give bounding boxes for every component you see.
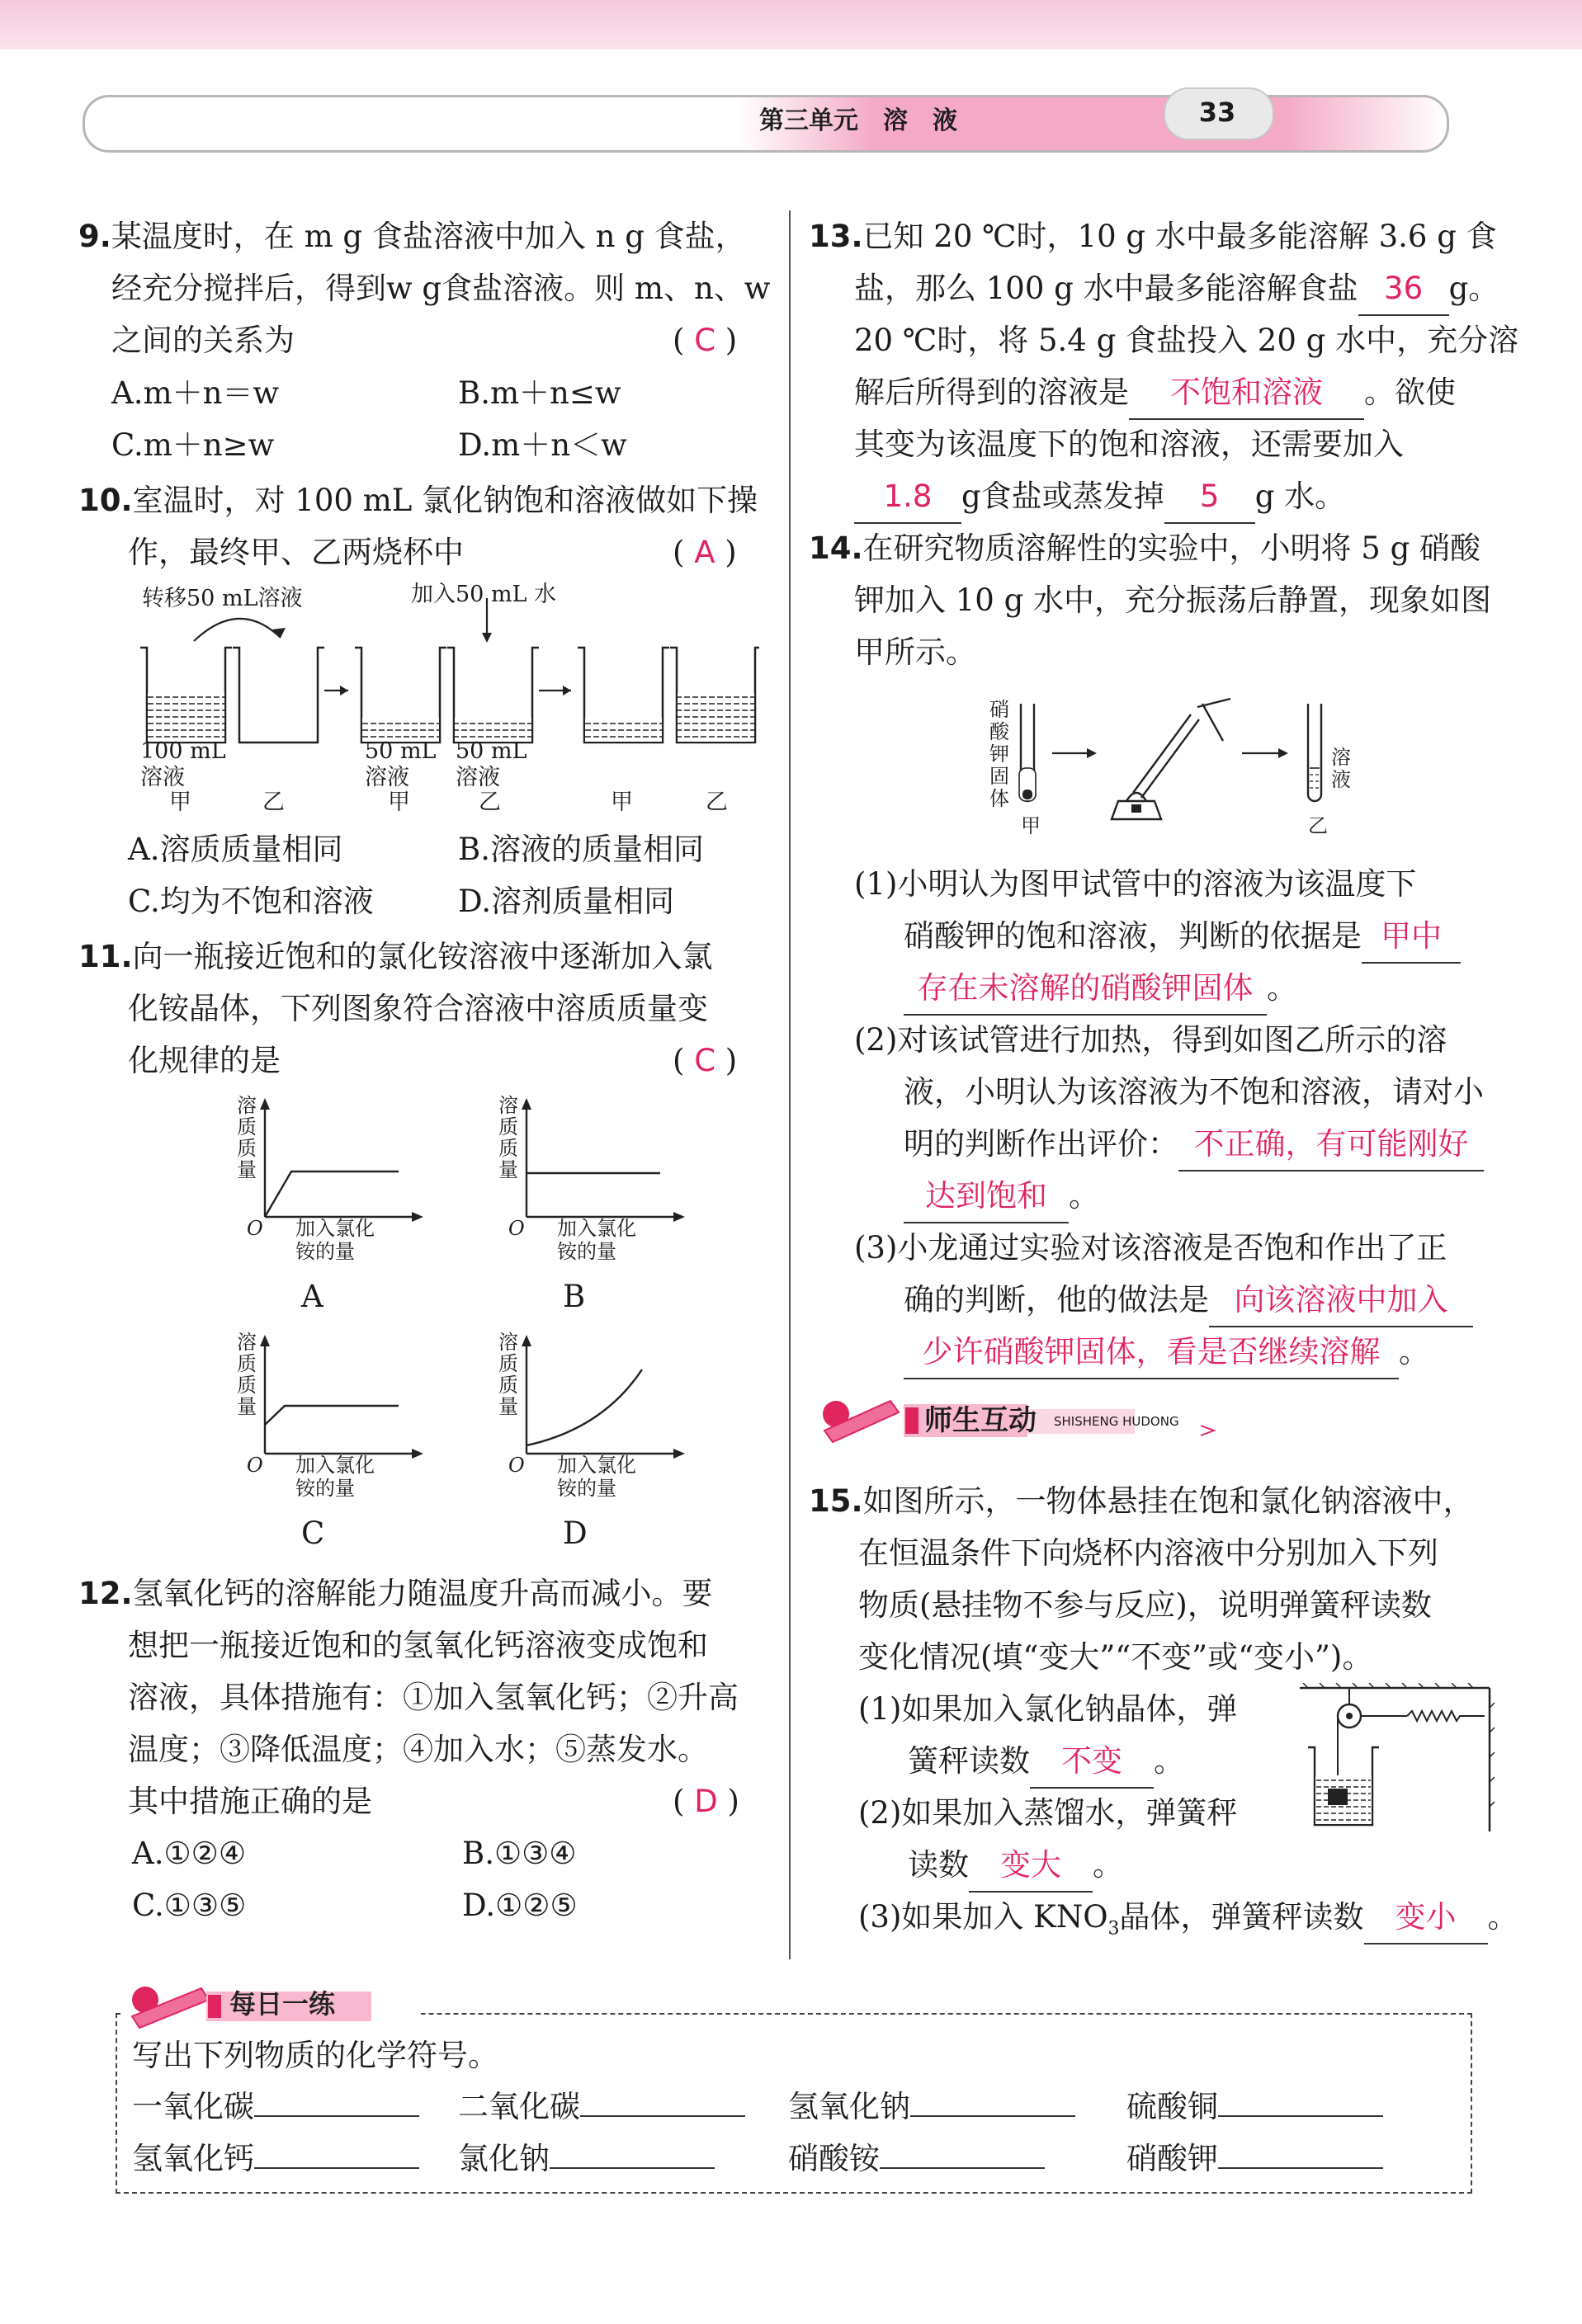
q11-graph-c <box>234 1330 423 1557</box>
q13-line2: 盐，那么 100 g 水中最多能溶解食盐 36 g。 <box>854 262 1499 316</box>
daily-item-1: 一氧化碳 <box>132 2081 419 2133</box>
q9-option-a: A.m＋n＝w <box>111 375 280 411</box>
q12-line3: 溶液，具体措施有：①加入氢氧化钙；②升高 <box>128 1680 739 1715</box>
q10-b2-name: 乙 <box>262 790 285 815</box>
top-band <box>0 0 1582 49</box>
q13-number: 13. <box>809 219 863 254</box>
q14-line3: 甲所示。 <box>854 634 976 670</box>
q11-graph-d-ylabel: 溶 质 质 量 <box>498 1331 518 1418</box>
q11-number: 11. <box>78 939 133 974</box>
q10-number: 10. <box>78 483 133 518</box>
q10-line2: 作，最终甲、乙两烧杯中 <box>128 535 464 570</box>
q11-graph-c-xlabel2: 铵的量 <box>295 1477 355 1500</box>
q14-figure <box>986 689 1366 837</box>
q15-sub1-line2: 簧秤读数 不变 。 <box>908 1735 1184 1789</box>
q14-sub2-answer-1: 不正确，有可能刚好 <box>1178 1118 1484 1171</box>
q13-answer-4: 5 <box>1164 470 1255 524</box>
daily-banner <box>124 1978 421 2029</box>
q10-b5-name: 甲 <box>611 790 633 815</box>
q11-graph-b-xlabel1: 加入氯化 <box>557 1217 636 1240</box>
daily-item-3: 氢氧化钠 <box>788 2081 1075 2133</box>
q10-option-d: D.溶剂质量相同 <box>458 884 675 919</box>
q15-spring-scale-diagram <box>1292 1683 1498 1840</box>
q13-line1: 13.已知 20 ℃时，10 g 水中最多能溶解 3.6 g 食 <box>809 219 1497 254</box>
q11-graph-a-origin: O <box>247 1217 263 1240</box>
q10-b1-solution: 溶液 <box>140 765 185 790</box>
q14-sub3-line1: (3)小龙通过实验对该溶液是否饱和作出了正 <box>854 1230 1447 1266</box>
daily-item-2: 二氧化碳 <box>458 2081 745 2133</box>
q13-line4: 解后所得到的溶液是 不饱和溶液 。欲使 <box>854 366 1456 420</box>
q13-answer-2: 不饱和溶液 <box>1129 366 1364 420</box>
q15-figure <box>1292 1683 1498 1840</box>
q14-sub2-line4: 达到饱和 。 <box>904 1170 1099 1223</box>
q9-option-c: C.m＋n≥w <box>111 427 275 463</box>
q10-option-a: A.溶质质量相同 <box>128 832 343 867</box>
q15-line4: 变化情况(填“变大”“不变”或“变小”)。 <box>858 1639 1373 1675</box>
q12-option-b: B.①③④ <box>462 1836 577 1871</box>
q14-line1: 14.在研究物质溶解性的实验中，小明将 5 g 硝酸 <box>809 530 1481 566</box>
q11-line3: 化规律的是 <box>128 1043 281 1078</box>
q13-line6: 1.8 g食盐或蒸发掉 5 g 水。 <box>854 470 1345 524</box>
section-banner <box>813 1393 1341 1447</box>
unit-title: 第三单元 溶 液 <box>759 106 957 135</box>
q12-option-d: D.①②⑤ <box>462 1888 578 1923</box>
q12-number: 12. <box>78 1576 133 1611</box>
q11-graph-b-xlabel2: 铵的量 <box>557 1240 616 1263</box>
q12-line4: 温度；③降低温度；④加入水；⑤蒸发水。 <box>128 1732 708 1767</box>
q10-b6-name: 乙 <box>706 790 728 815</box>
q15-line2: 在恒温条件下向烧杯内溶液中分别加入下列 <box>858 1535 1438 1571</box>
q14-jia-label: 甲 <box>1021 814 1041 837</box>
q14-sub2-answer-2: 达到饱和 <box>904 1170 1069 1223</box>
q15-sub1-line1: (1)如果加入氯化钠晶体，弹 <box>858 1691 1238 1727</box>
q14-right-label: 溶 液 <box>1331 746 1351 791</box>
q11-graph-d <box>495 1330 685 1557</box>
q14-sub3-answer-1: 向该溶液中加入 <box>1209 1274 1473 1327</box>
q14-sub1-line1: (1)小明认为图甲试管中的溶液为该温度下 <box>854 866 1417 902</box>
q9-option-d: D.m＋n＜w <box>458 427 627 463</box>
q14-sub3-line2: 确的判断，他的做法是 向该溶液中加入 <box>904 1274 1473 1327</box>
daily-item-8: 硝酸钾 <box>1126 2133 1383 2185</box>
daily-item-5: 氢氧化钙 <box>132 2133 419 2185</box>
q12-line5: 其中措施正确的是 <box>128 1784 372 1819</box>
q10-step1-label: 转移50 mL溶液 <box>142 586 303 611</box>
q11-graph-c-origin: O <box>247 1454 263 1477</box>
q13-answer-1: 36 <box>1358 262 1449 316</box>
q11-graph-d-origin: O <box>508 1454 525 1477</box>
q14-line2: 钾加入 10 g 水中，充分振荡后静置，现象如图 <box>854 582 1492 618</box>
q10-answer: ( A ) <box>673 535 737 570</box>
q10-b4-volume: 50 mL <box>456 738 527 764</box>
q10-figure <box>132 582 759 821</box>
daily-item-7: 硝酸铵 <box>788 2133 1045 2185</box>
q14-sub3-answer-2: 少许硝酸钾固体，看是否继续溶解 <box>904 1326 1399 1379</box>
q14-number: 14. <box>809 530 863 566</box>
q14-yi-label: 乙 <box>1308 814 1328 837</box>
q9-line2: 经充分搅拌后，得到w g食盐溶液。则 m、n、w <box>111 271 771 306</box>
q10-b1-name: 甲 <box>169 790 191 815</box>
q14-sub1-answer-1: 甲中 <box>1362 910 1461 964</box>
q10-b3-volume: 50 mL <box>365 738 437 764</box>
q10-option-b: B.溶液的质量相同 <box>458 832 704 867</box>
q11-graph-a-xlabel1: 加入氯化 <box>295 1217 375 1240</box>
q10-b3-solution: 溶液 <box>365 765 409 790</box>
q15-sub3-answer: 变小 <box>1364 1891 1488 1945</box>
q14-sub2-line1: (2)对该试管进行加热，得到如图乙所示的溶 <box>854 1022 1447 1058</box>
q11-graph-a <box>234 1093 423 1320</box>
q14-sub2-line3: 明的判断作出评价： 不正确，有可能刚好 <box>904 1118 1484 1171</box>
q14-sub1-line3: 存在未溶解的硝酸钾固体 。 <box>904 962 1297 1016</box>
q13-line3: 20 ℃时，将 5.4 g 食盐投入 20 g 水中，充分溶 <box>854 323 1519 358</box>
daily-instruction: 写出下列物质的化学符号。 <box>132 2038 498 2073</box>
q9-option-b: B.m＋n≤w <box>458 375 621 411</box>
q10-b1-volume: 100 mL <box>140 738 226 764</box>
q11-line1: 11.向一瓶接近饱和的氯化铵溶液中逐渐加入氯 <box>78 939 713 974</box>
q11-graph-d-xlabel1: 加入氯化 <box>557 1454 636 1477</box>
q13-answer-3: 1.8 <box>854 470 961 524</box>
column-divider <box>789 210 791 1959</box>
q15-sub2-answer: 变大 <box>969 1839 1093 1893</box>
q9-answer: ( C ) <box>673 323 738 358</box>
q11-line2: 化铵晶体，下列图象符合溶液中溶质质量变 <box>128 991 708 1026</box>
q9-line1: 9.某温度时，在 m g 食盐溶液中加入 n g 食盐， <box>78 219 746 254</box>
q10-b3-name: 甲 <box>388 790 410 815</box>
q15-line3: 物质(悬挂物不参与反应)，说明弹簧秤读数 <box>858 1587 1432 1623</box>
section-title: 师生互动 <box>924 1404 1037 1437</box>
q11-graph-d-name: D <box>563 1516 588 1551</box>
q14-sub1-line2: 硝酸钾的饱和溶液，判断的依据是 甲中 <box>904 910 1461 964</box>
q9-line3: 之间的关系为 <box>111 323 295 358</box>
q15-number: 15. <box>809 1483 863 1519</box>
q15-sub2-line2: 读数 变大 。 <box>908 1839 1123 1893</box>
q11-graph-a-ylabel: 溶 质 质 量 <box>237 1094 257 1181</box>
q11-graph-b <box>495 1093 685 1320</box>
section-pinyin: SHISHENG HUDONG <box>1054 1414 1179 1429</box>
q11-graph-a-xlabel2: 铵的量 <box>295 1240 355 1263</box>
q11-graph-a-name: A <box>301 1279 323 1314</box>
daily-title: 每日一练 <box>229 1988 336 2020</box>
q11-graph-d-xlabel2: 铵的量 <box>557 1477 616 1500</box>
page-number: 33 <box>1198 97 1236 128</box>
q11-graph-c-xlabel1: 加入氯化 <box>295 1454 375 1477</box>
q10-line1: 10.室温时，对 100 mL 氯化钠饱和溶液做如下操 <box>78 483 758 518</box>
q10-b4-solution: 溶液 <box>456 765 500 790</box>
q11-answer: ( C ) <box>673 1043 738 1078</box>
q14-sub3-line3: 少许硝酸钾固体，看是否继续溶解 。 <box>904 1326 1429 1379</box>
q11-graph-b-ylabel: 溶 质 质 量 <box>498 1094 518 1181</box>
q12-answer: ( D ) <box>673 1784 739 1819</box>
q10-option-c: C.均为不饱和溶液 <box>128 884 374 919</box>
q14-sub1-answer-2: 存在未溶解的硝酸钾固体 <box>904 962 1267 1016</box>
daily-item-4: 硫酸铜 <box>1126 2081 1383 2133</box>
q10-step2-label: 加入50 mL 水 <box>411 582 557 607</box>
q14-left-label: 硝 酸 钾 固 体 <box>989 698 1009 810</box>
q15-sub2-line1: (2)如果加入蒸馏水，弹簧秤 <box>858 1795 1238 1831</box>
q11-graph-c-name: C <box>301 1516 325 1551</box>
q11-graph-c-ylabel: 溶 质 质 量 <box>237 1331 257 1418</box>
q11-graph-b-name: B <box>563 1279 586 1314</box>
q12-option-c: C.①③⑤ <box>132 1888 247 1923</box>
q12-line2: 想把一瓶接近饱和的氢氧化钙溶液变成饱和 <box>128 1628 708 1663</box>
q11-graph-b-origin: O <box>508 1217 525 1240</box>
q15-sub1-answer: 不变 <box>1030 1735 1154 1789</box>
q15-sub3-line: (3)如果加入 $KNO_3$晶体，弹簧秤读数 变小 。 <box>858 1891 1518 1954</box>
q12-line1: 12.氢氧化钙的溶解能力随温度升高而减小。要 <box>78 1576 713 1611</box>
daily-item-6: 氯化钠 <box>458 2133 715 2185</box>
q14-sub2-line2: 液，小明认为该溶液为不饱和溶液，请对小 <box>904 1074 1484 1110</box>
q13-line5: 其变为该温度下的饱和溶液，还需要加入 <box>854 427 1404 462</box>
q12-option-a: A.①②④ <box>132 1836 246 1871</box>
q10-b4-name: 乙 <box>479 790 501 815</box>
q9-number: 9. <box>78 219 111 254</box>
q10-beakers-diagram <box>132 582 759 821</box>
q15-line1: 15.如图所示，一物体悬挂在饱和氯化钠溶液中， <box>809 1483 1474 1519</box>
